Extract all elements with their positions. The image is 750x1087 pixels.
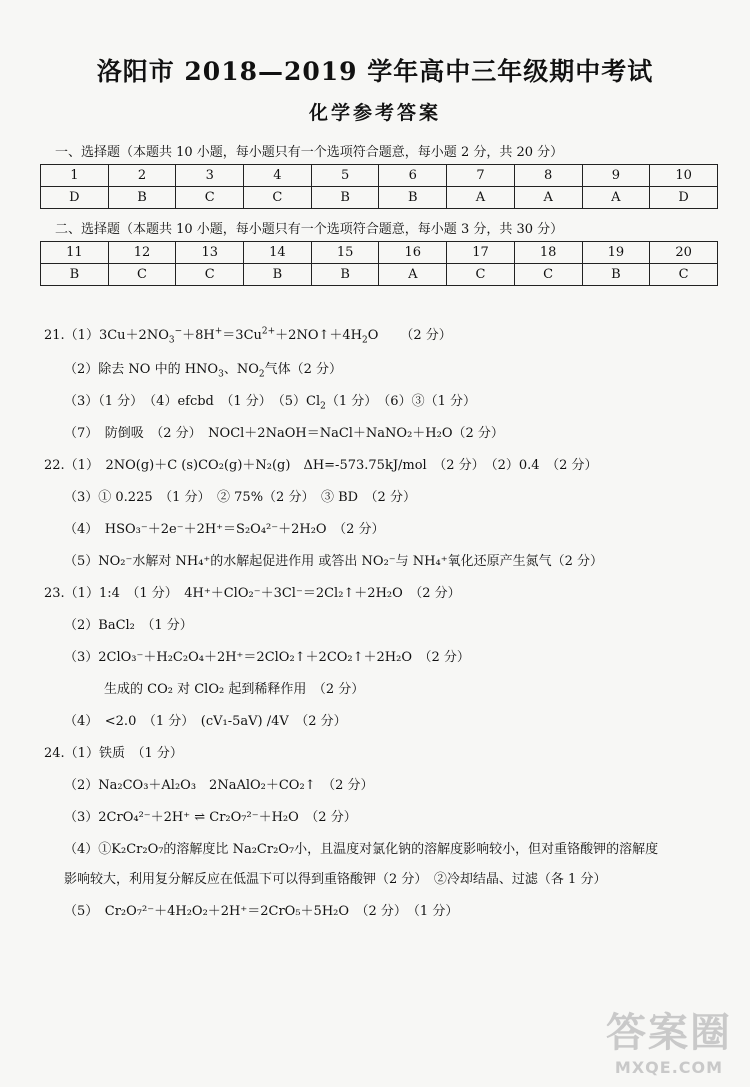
q23-line-5: （4） <2.0 （1 分） (cV₁-5aV) /4V （2 分）	[64, 714, 347, 729]
answer-cell: C	[244, 187, 312, 209]
section2-heading: 二、选择题（本题共 10 小题，每小题只有一个选项符合题意，每小题 3 分，共 30 分）	[55, 222, 564, 237]
q21-line-4: （7） 防倒吸 （2 分） NOCl＋2NaOH＝NaCl＋NaNO₂＋H₂O（2 分）	[64, 426, 504, 441]
q23-line-3: （3）2ClO₃⁻＋H₂C₂O₄＋2H⁺＝2ClO₂↑＋2CO₂↑＋2H₂O （2 分）	[64, 650, 470, 665]
question-number: 6	[379, 165, 447, 187]
question-number: 15	[311, 242, 379, 264]
q23-line-4: 生成的 CO₂ 对 ClO₂ 起到稀释作用 （2 分）	[104, 682, 365, 697]
question-number: 2	[108, 165, 176, 187]
question-number: 14	[244, 242, 312, 264]
answer-cell: B	[379, 187, 447, 209]
question-number: 9	[582, 165, 650, 187]
question-number: 3	[176, 165, 244, 187]
section1-number-row	[41, 165, 718, 187]
answer-cell: D	[41, 187, 109, 209]
q24-line-5: 影响较大，利用复分解反应在低温下可以得到重铬酸钾（2 分） ②冷却结晶、过滤（各 1 分）	[64, 872, 607, 887]
answer-cell: C	[650, 264, 718, 286]
answer-cell: B	[311, 264, 379, 286]
page-title: 洛阳市 2018—2019 学年高中三年级期中考试	[96, 57, 654, 86]
answer-cell: A	[582, 187, 650, 209]
answer-cell: A	[514, 187, 582, 209]
q24-line-2: （2）Na₂CO₃＋Al₂O₃ 2NaAlO₂＋CO₂↑ （2 分）	[64, 778, 374, 793]
q24-line-6: （5） Cr₂O₇²⁻＋4H₂O₂＋2H⁺＝2CrO₅＋5H₂O （2 分） （1 分）	[64, 904, 459, 919]
question-number: 12	[108, 242, 176, 264]
answer-cell: C	[176, 264, 244, 286]
question-number: 4	[244, 165, 312, 187]
section1-answer-table	[40, 164, 718, 209]
question-number: 10	[650, 165, 718, 187]
q22-line-4: （5）NO₂⁻水解对 NH₄⁺的水解起促进作用 或答出 NO₂⁻与 NH₄⁺氧化还原产生氮气（2 分）	[64, 554, 603, 569]
watermark-logo-text: 答案圈	[606, 1010, 732, 1056]
question-number: 18	[514, 242, 582, 264]
section2-number-row	[41, 242, 718, 264]
q22-line-2: （3）① 0.225 （1 分） ② 75%（2 分） ③ BD （2 分）	[64, 490, 416, 505]
section1-heading: 一、选择题（本题共 10 小题，每小题只有一个选项符合题意，每小题 2 分，共 20 分）	[55, 145, 564, 160]
answer-cell: B	[108, 187, 176, 209]
section2-answer-row	[41, 264, 718, 286]
answer-cell: B	[311, 187, 379, 209]
question-number: 19	[582, 242, 650, 264]
answer-cell: C	[176, 187, 244, 209]
section1-answer-row	[41, 187, 718, 209]
question-number: 20	[650, 242, 718, 264]
answer-cell: B	[41, 264, 109, 286]
question-number: 7	[447, 165, 515, 187]
answer-cell: B	[582, 264, 650, 286]
question-number: 11	[41, 242, 109, 264]
answer-cell: B	[244, 264, 312, 286]
answer-cell: C	[447, 264, 515, 286]
answer-cell: A	[379, 264, 447, 286]
answer-cell: C	[108, 264, 176, 286]
q21-line-3: （3）（1 分） （4）efcbd （1 分） $(5)Cl_2(1$ 分） （6）③（1 分）	[64, 394, 476, 412]
q24-line-1: 24.（1）铁质 （1 分）	[44, 746, 183, 761]
q23-line-1: 23.（1）1:4 （1 分） 4H⁺＋ClO₂⁻＋3Cl⁻＝2Cl₂↑＋2H₂O （2 分）	[44, 586, 461, 601]
q21-line-1: $21.(1)3Cu+2NO_3^-+8H^+=3Cu^{2+}+2NO↑+4H_2O$ （2 分）	[44, 326, 452, 346]
answer-cell: C	[514, 264, 582, 286]
q22-line-3: （4） HSO₃⁻＋2e⁻＋2H⁺＝S₂O₄²⁻＋2H₂O （2 分）	[64, 522, 385, 537]
question-number: 16	[379, 242, 447, 264]
question-number: 17	[447, 242, 515, 264]
question-number: 1	[41, 165, 109, 187]
page-subtitle: 化学参考答案	[308, 102, 441, 124]
answer-cell: D	[650, 187, 718, 209]
question-number: 13	[176, 242, 244, 264]
answer-cell: A	[447, 187, 515, 209]
q22-line-1: 22.（1） 2NO(g)＋C (s)CO₂(g)＋N₂(g) ΔH=-573.75kJ/mol （2 分） （2）0.4 （2 分）	[44, 458, 598, 473]
site-watermark	[606, 1001, 732, 1077]
q23-line-2: （2）BaCl₂ （1 分）	[64, 618, 193, 633]
question-number: 8	[514, 165, 582, 187]
q24-line-4: （4）①K₂Cr₂O₇的溶解度比 Na₂Cr₂O₇小，且温度对氯化钠的溶解度影响较小，但对重铬酸钾的溶解度	[64, 842, 659, 857]
question-number: 5	[311, 165, 379, 187]
q24-line-3: （3）2CrO₄²⁻＋2H⁺ ⇌ Cr₂O₇²⁻＋H₂O （2 分）	[64, 810, 357, 825]
q21-line-2: （2）除去 NO 中的 $HNO_3$、$NO_2$气体（2 分）	[64, 362, 342, 380]
watermark-url: MXQE.COM	[614, 1058, 724, 1077]
section2-answer-table	[40, 241, 718, 286]
